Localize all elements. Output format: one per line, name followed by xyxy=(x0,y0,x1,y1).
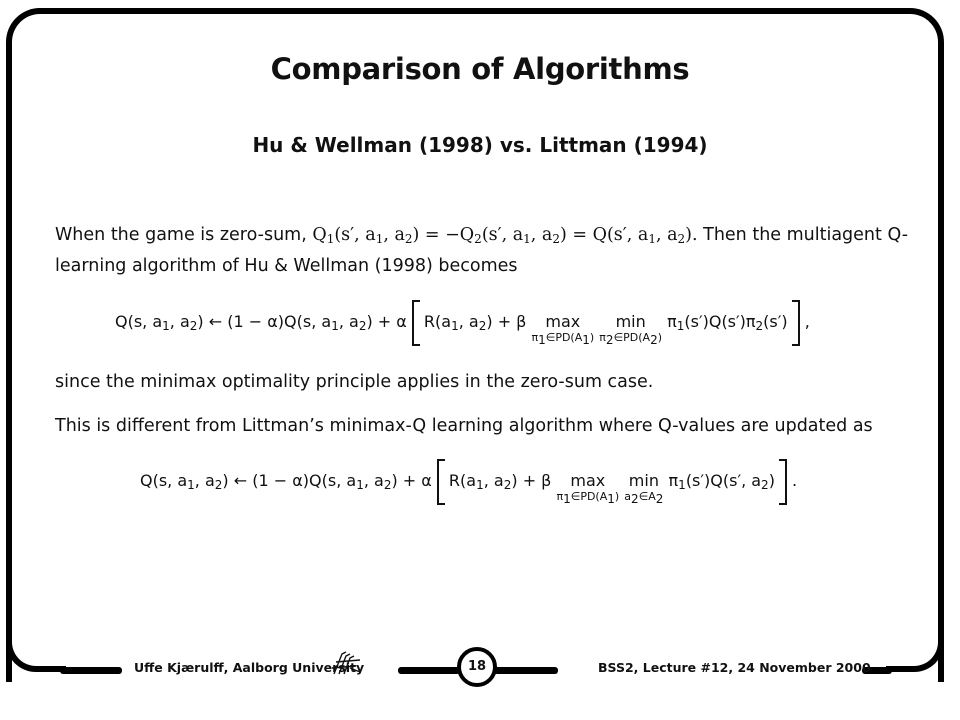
slide-subtitle: Hu & Wellman (1998) vs. Littman (1994) xyxy=(252,133,708,157)
paragraph-3: This is different from Littman’s minimax-Q learning algorithm where Q-values are updated as xyxy=(55,416,873,436)
aalborg-university-logo-icon xyxy=(330,648,364,676)
footer-rule-left xyxy=(60,667,122,674)
eq1-inner-a: $R(a_1$, $a_2) + \beta$ xyxy=(423,312,527,333)
footer-rule-mid-right xyxy=(494,667,558,674)
eq2-lhs: Q(s, $a_1$, $a_2$) ← (1 − α)Q(s, $a_1$, $a_2) + \alpha$ xyxy=(140,471,432,492)
eq1-max-operator: max $\pi_1\in PD(A_1)$ xyxy=(531,312,595,347)
eq2-end: . xyxy=(786,471,798,490)
eq1-min-operator: min $\pi_2\in PD(A_2)$ xyxy=(599,312,663,347)
footer-rule-mid-left xyxy=(398,667,460,674)
para1-text-a: When the game is zero-sum, xyxy=(55,225,313,245)
slide-title: Comparison of Algorithms xyxy=(270,52,690,86)
eq2-min-operator: min $a_2\in A_2$ xyxy=(624,471,664,506)
para1-math: $Q_1(s'$, $a_1$, $a_2) = -Q_2(s'$, $a_1$, $a_2) = Q(s'$, $a_1$, $a_2$). xyxy=(312,225,698,246)
slide-frame xyxy=(6,8,944,682)
eq1-bracket xyxy=(412,312,800,347)
para1-text-b: Then the multiagent Q- xyxy=(703,225,909,245)
equation-1 xyxy=(115,312,810,347)
equation-2 xyxy=(140,471,798,506)
eq1-end: , xyxy=(799,312,810,331)
paragraph-1 xyxy=(55,220,925,282)
footer-author: Uffe Kjærulff, Aalborg University xyxy=(134,660,365,675)
eq1-lhs: Q(s, $a_1$, $a_2$) ← (1 − α)Q(s, $a_1$, $a_2) + \alpha$ xyxy=(115,312,407,333)
footer-lecture-info: BSS2, Lecture #12, 24 November 2000 xyxy=(598,660,871,675)
eq2-inner-b: $\pi_1(s')Q(s'$, $a_2$) xyxy=(668,471,775,492)
page-number: 18 xyxy=(457,647,497,687)
eq2-bracket xyxy=(437,471,787,506)
eq1-inner-b: $\pi_1(s')Q(s')\pi_2(s')$ xyxy=(667,312,788,333)
eq2-inner-a: $R(a_1$, $a_2) + \beta$ xyxy=(448,471,552,492)
para1-line2: learning algorithm of Hu & Wellman (1998) becomes xyxy=(55,256,518,276)
paragraph-2: since the minimax optimality principle applies in the zero-sum case. xyxy=(55,372,654,392)
eq2-max-operator: max $\pi_1\in PD(A_1)$ xyxy=(556,471,620,506)
